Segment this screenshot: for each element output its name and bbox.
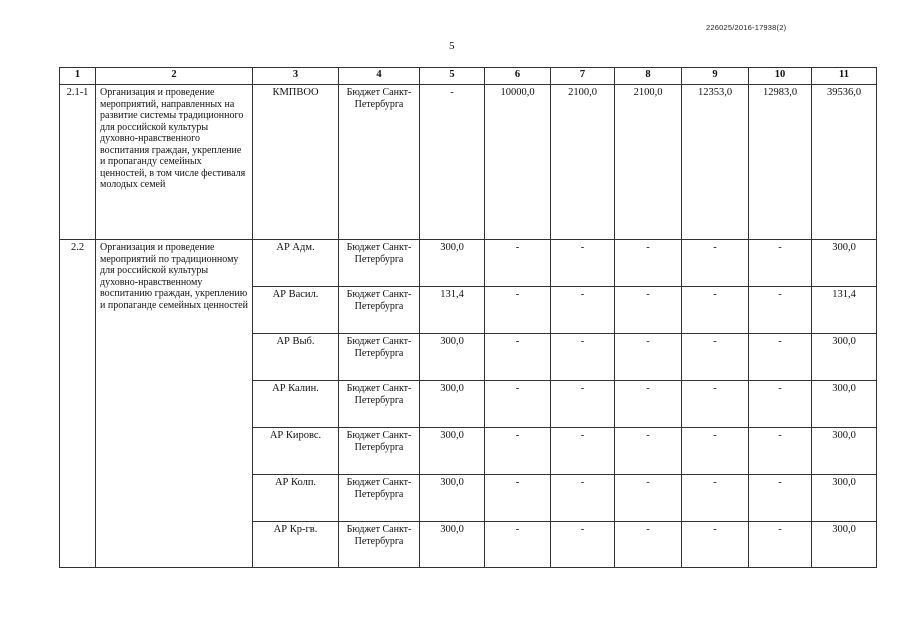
column-header: 6 [485, 68, 551, 85]
value-cell: - [682, 475, 749, 522]
value-cell: - [551, 475, 615, 522]
executor: АР Кр-гв. [253, 522, 339, 568]
value-cell: 39536,0 [812, 85, 877, 240]
row-number: 2.2 [60, 240, 96, 568]
funding-source: Бюджет Санкт-Петербурга [339, 287, 420, 334]
document-number: 226025/2016-17938(2) [706, 23, 787, 32]
executor: АР Выб. [253, 334, 339, 381]
value-cell: - [615, 428, 682, 475]
value-cell: - [749, 522, 812, 568]
value-cell: - [682, 287, 749, 334]
table-row [60, 240, 877, 287]
funding-source: Бюджет Санкт-Петербурга [339, 428, 420, 475]
funding-source: Бюджет Санкт-Петербурга [339, 522, 420, 568]
value-cell: 300,0 [812, 522, 877, 568]
header-row [60, 68, 877, 85]
value-cell: 12353,0 [682, 85, 749, 240]
value-cell: - [615, 522, 682, 568]
column-header: 5 [420, 68, 485, 85]
value-cell: 300,0 [812, 240, 877, 287]
column-header: 10 [749, 68, 812, 85]
value-cell: 300,0 [420, 381, 485, 428]
value-cell: - [485, 334, 551, 381]
activity-name: Организация и проведение мероприятий по традиционному для российской культуры духовно-нравственному воспитанию граждан, укреплению и пропаганде семейных ценностей [96, 240, 253, 568]
value-cell: 300,0 [420, 475, 485, 522]
value-cell: 300,0 [420, 240, 485, 287]
value-cell: - [551, 287, 615, 334]
column-header: 7 [551, 68, 615, 85]
value-cell: - [485, 381, 551, 428]
value-cell: 300,0 [420, 428, 485, 475]
executor: КМПВОО [253, 85, 339, 240]
value-cell: - [749, 428, 812, 475]
executor: АР Адм. [253, 240, 339, 287]
value-cell: - [749, 240, 812, 287]
value-cell: - [485, 475, 551, 522]
executor: АР Кировс. [253, 428, 339, 475]
value-cell: - [420, 85, 485, 240]
column-header: 4 [339, 68, 420, 85]
executor: АР Колп. [253, 475, 339, 522]
budget-table [59, 67, 877, 568]
value-cell: - [485, 287, 551, 334]
value-cell: - [551, 381, 615, 428]
value-cell: - [749, 287, 812, 334]
value-cell: 2100,0 [615, 85, 682, 240]
value-cell: - [682, 428, 749, 475]
value-cell: 300,0 [420, 522, 485, 568]
value-cell: - [749, 475, 812, 522]
value-cell: - [749, 381, 812, 428]
row-number: 2.1-1 [60, 85, 96, 240]
value-cell: - [682, 334, 749, 381]
value-cell: - [551, 240, 615, 287]
value-cell: 300,0 [420, 334, 485, 381]
value-cell: - [615, 240, 682, 287]
value-cell: - [551, 522, 615, 568]
value-cell: 10000,0 [485, 85, 551, 240]
value-cell: - [682, 522, 749, 568]
value-cell: - [682, 381, 749, 428]
funding-source: Бюджет Санкт-Петербурга [339, 85, 420, 240]
value-cell: - [551, 334, 615, 381]
column-header: 8 [615, 68, 682, 85]
value-cell: - [615, 475, 682, 522]
column-header: 2 [96, 68, 253, 85]
funding-source: Бюджет Санкт-Петербурга [339, 240, 420, 287]
executor: АР Васил. [253, 287, 339, 334]
activity-name: Организация и проведение мероприятий, направленных на развитие системы традиционного для российской культуры духовно-нравственного воспитания граждан, укрепление и пропаганду семейных ценностей, в том числе фестиваля молодых семей [96, 85, 253, 240]
value-cell: 131,4 [812, 287, 877, 334]
executor: АР Калин. [253, 381, 339, 428]
value-cell: 300,0 [812, 334, 877, 381]
table-row [60, 85, 877, 240]
value-cell: - [615, 381, 682, 428]
funding-source: Бюджет Санкт-Петербурга [339, 334, 420, 381]
column-header: 1 [60, 68, 96, 85]
column-header: 11 [812, 68, 877, 85]
value-cell: - [682, 240, 749, 287]
value-cell: - [615, 287, 682, 334]
page-number: 5 [449, 40, 455, 52]
value-cell: - [551, 428, 615, 475]
funding-source: Бюджет Санкт-Петербурга [339, 381, 420, 428]
value-cell: - [485, 428, 551, 475]
value-cell: 131,4 [420, 287, 485, 334]
value-cell: 2100,0 [551, 85, 615, 240]
value-cell: - [485, 522, 551, 568]
value-cell: - [485, 240, 551, 287]
value-cell: 300,0 [812, 381, 877, 428]
value-cell: 300,0 [812, 428, 877, 475]
column-header: 3 [253, 68, 339, 85]
value-cell: - [615, 334, 682, 381]
value-cell: - [749, 334, 812, 381]
funding-source: Бюджет Санкт-Петербурга [339, 475, 420, 522]
value-cell: 300,0 [812, 475, 877, 522]
column-header: 9 [682, 68, 749, 85]
value-cell: 12983,0 [749, 85, 812, 240]
